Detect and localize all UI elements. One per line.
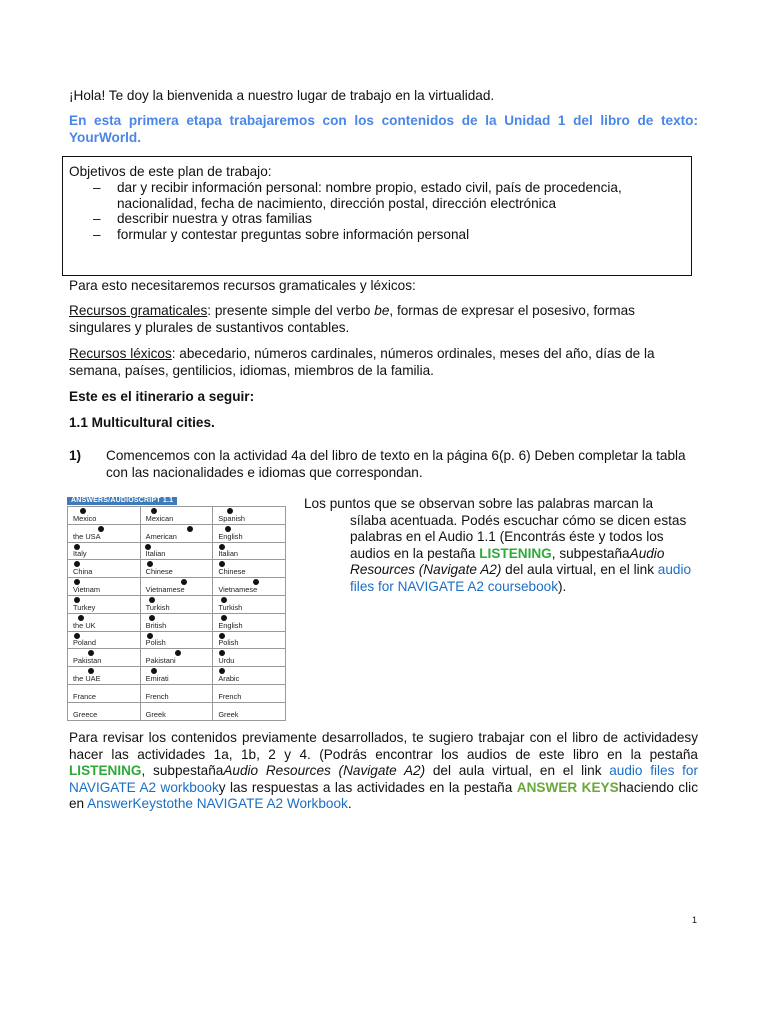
table-cell-text: Emirati bbox=[145, 673, 169, 683]
table-cell bbox=[68, 684, 141, 702]
coursebook-audio-link[interactable]: audio files for NAVIGATE A2 coursebook bbox=[350, 562, 692, 594]
table-cell-text: Italian bbox=[218, 549, 239, 559]
review-paragraph bbox=[69, 730, 698, 813]
table-cell-text: English bbox=[218, 531, 243, 541]
audio-resources-label: Audio Resources (Navigate A2) bbox=[350, 545, 665, 577]
table-cell-text: the USA bbox=[73, 531, 101, 541]
step-number: 1) bbox=[69, 448, 82, 463]
table-cell bbox=[68, 507, 141, 525]
table-cell-text: Poland bbox=[73, 638, 97, 648]
table-cell-text: Greece bbox=[73, 709, 98, 719]
lexical-resources bbox=[69, 346, 698, 379]
table-cell bbox=[140, 613, 213, 631]
table-cell-text: Greek bbox=[145, 709, 166, 719]
objective-item: – dar y recibir información personal: nombre propio, estado civil, país de procedencia, nacionalidad, fecha de nacimiento, dirección postal, dirección electrónica bbox=[93, 180, 683, 211]
table-cell-text: Vietnamese bbox=[145, 584, 185, 594]
nationalities-table-image bbox=[67, 490, 287, 721]
table-cell-text: American bbox=[145, 531, 177, 541]
review-text: . bbox=[347, 796, 352, 811]
table-cell bbox=[68, 595, 141, 613]
table-cell bbox=[68, 524, 141, 542]
lexical-label: Recursos léxicos bbox=[69, 346, 172, 361]
table-cell bbox=[68, 613, 141, 631]
table-cell-text: English bbox=[218, 620, 243, 630]
table-cell-text: Vietnamese bbox=[218, 584, 258, 594]
nationalities-table bbox=[67, 506, 286, 721]
table-cell-text: Mexican bbox=[145, 513, 174, 523]
table-cell bbox=[140, 667, 213, 685]
table-cell-text: Urdu bbox=[218, 656, 235, 666]
table-cell bbox=[68, 542, 141, 560]
table-cell-text: Italy bbox=[73, 549, 87, 559]
table-row bbox=[68, 560, 286, 578]
objective-item: – describir nuestra y otras familias bbox=[93, 211, 683, 227]
table-cell-text: France bbox=[73, 691, 97, 701]
table-cell-text: Turkish bbox=[218, 602, 243, 612]
table-row bbox=[68, 684, 286, 702]
review-text: del aula virtual, en el link bbox=[425, 763, 610, 778]
table-cell-text: Polish bbox=[145, 638, 166, 648]
table-cell-text: Turkey bbox=[73, 602, 96, 612]
table-cell bbox=[140, 649, 213, 667]
objectives-heading: Objetivos de este plan de trabajo: bbox=[69, 164, 272, 179]
objective-item: – formular y contestar preguntas sobre información personal bbox=[93, 227, 683, 243]
table-cell bbox=[213, 595, 286, 613]
intro-paragraph: En esta primera etapa trabajaremos con los contenidos de la Unidad 1 del libro de texto: YourWorld. bbox=[69, 113, 698, 145]
table-cell bbox=[68, 578, 141, 596]
table-cell bbox=[213, 667, 286, 685]
grammar-resources bbox=[69, 303, 698, 336]
table-cell-text: Italian bbox=[145, 549, 166, 559]
table-cell-text: Pakistan bbox=[73, 656, 102, 666]
table-cell bbox=[68, 667, 141, 685]
table-cell-text: China bbox=[73, 567, 93, 577]
table-row bbox=[68, 631, 286, 649]
table-cell bbox=[140, 507, 213, 525]
table-cell bbox=[213, 560, 286, 578]
objectives-list bbox=[93, 180, 683, 242]
table-row bbox=[68, 507, 286, 525]
listening-tab-label: LISTENING bbox=[69, 763, 142, 778]
table-cell bbox=[140, 578, 213, 596]
table-cell bbox=[68, 631, 141, 649]
table-cell bbox=[213, 542, 286, 560]
table-cell bbox=[140, 631, 213, 649]
table-row bbox=[68, 649, 286, 667]
table-cell bbox=[213, 507, 286, 525]
review-text: Para revisar los contenidos previamente desarrollados, te sugiero trabajar con el libro de actividadesy hacer las actividades 1a, 1b, 2 y 4. (Podrás encontrar los audios de este libro en la pestaña bbox=[69, 730, 698, 762]
table-cell bbox=[213, 578, 286, 596]
lexical-text: : abecedario, números cardinales, números ordinales, meses del año, días de la semana, países, gentilicios, idiomas, miembros de la familia. bbox=[69, 346, 655, 378]
objectives-box bbox=[62, 156, 692, 276]
audio-note-text: del aula virtual, en el link bbox=[501, 562, 658, 577]
table-cell-text: Pakistani bbox=[145, 656, 176, 666]
table-cell bbox=[68, 702, 141, 720]
workbook-audio-link[interactable]: audio files for NAVIGATE A2 workbook bbox=[69, 763, 699, 795]
table-cell bbox=[68, 649, 141, 667]
table-row bbox=[68, 542, 286, 560]
table-cell-text: Chinese bbox=[145, 567, 173, 577]
table-row bbox=[68, 595, 286, 613]
table-row bbox=[68, 578, 286, 596]
audio-note-line1: Los puntos que se observan sobre las palabras marcan la bbox=[304, 496, 654, 511]
table-cell bbox=[213, 524, 286, 542]
greeting: ¡Hola! Te doy la bienvenida a nuestro lugar de trabajo en la virtualidad. bbox=[69, 88, 495, 103]
stress-dot bbox=[187, 526, 193, 532]
table-cell-text: Greek bbox=[218, 709, 239, 719]
table-cell bbox=[213, 631, 286, 649]
table-cell-text: Mexico bbox=[73, 513, 97, 523]
table-cell-text: French bbox=[218, 691, 242, 701]
listening-tab-label: LISTENING bbox=[479, 545, 552, 561]
table-row bbox=[68, 524, 286, 542]
step1-text: Comencemos con la actividad 4a del libro de texto en la página 6(p. 6) Deben completar la tabla con las nacionalidades e idiomas que correspondan. bbox=[106, 448, 686, 480]
table-cell-text: Arabic bbox=[218, 673, 240, 683]
table-cell bbox=[140, 560, 213, 578]
table-cell-text: Spanish bbox=[218, 513, 246, 523]
audio-note-text: ). bbox=[558, 578, 567, 594]
grammar-text: : presente simple del verbo bbox=[207, 303, 375, 318]
audio-resources-label: Audio Resources (Navigate A2) bbox=[223, 763, 426, 778]
table-cell bbox=[213, 613, 286, 631]
table-cell-text: the UK bbox=[73, 620, 96, 630]
table-row bbox=[68, 613, 286, 631]
table-cell-text: Chinese bbox=[218, 567, 246, 577]
table-row bbox=[68, 667, 286, 685]
resources-intro: Para esto necesitaremos recursos gramaticales y léxicos: bbox=[69, 278, 416, 293]
section-heading: 1.1 Multicultural cities. bbox=[69, 415, 215, 430]
audio-note-text: , subpestaña bbox=[551, 545, 630, 561]
itinerary-heading: Este es el itinerario a seguir: bbox=[69, 389, 255, 404]
table-title: ANSWERS/AUDIOSCRIPT 1.1 bbox=[67, 497, 177, 505]
answer-keys-tab-label: ANSWER KEYS bbox=[516, 779, 619, 795]
table-cell bbox=[140, 702, 213, 720]
review-text: y las respuestas a las actividades en la pestaña bbox=[218, 779, 517, 795]
table-cell bbox=[140, 595, 213, 613]
page-number: 1 bbox=[692, 915, 698, 925]
table-cell bbox=[213, 684, 286, 702]
grammar-text-rest: , formas de expresar el posesivo, formas singulares y plurales de sustantivos contables. bbox=[69, 303, 635, 335]
table-cell-text: Polish bbox=[218, 638, 239, 648]
table-cell bbox=[68, 560, 141, 578]
table-cell-text: British bbox=[145, 620, 167, 630]
table-cell bbox=[140, 684, 213, 702]
table-cell bbox=[140, 542, 213, 560]
answer-keys-link[interactable]: AnswerKeystothe NAVIGATE A2 Workbook bbox=[87, 796, 348, 811]
review-text: , subpestaña bbox=[141, 763, 224, 778]
table-cell bbox=[140, 524, 213, 542]
table-cell-text: Turkish bbox=[145, 602, 170, 612]
table-cell-text: the UAE bbox=[73, 673, 101, 683]
table-cell bbox=[213, 649, 286, 667]
grammar-label: Recursos gramaticales bbox=[69, 303, 208, 318]
table-cell-text: French bbox=[145, 691, 169, 701]
table-cell-text: Vietnam bbox=[73, 584, 100, 594]
grammar-verb: be bbox=[374, 303, 390, 318]
table-cell bbox=[213, 702, 286, 720]
table-row bbox=[68, 702, 286, 720]
audio-note-text: sílaba acentuada. Podés escuchar cómo se dicen estas palabras en el Audio 1.1 (Encontrás éste y todos los audios en la pestaña bbox=[350, 512, 687, 561]
audio-note bbox=[304, 496, 694, 595]
review-text: haciendo clic en bbox=[69, 779, 698, 811]
audio-note-body bbox=[304, 513, 694, 596]
